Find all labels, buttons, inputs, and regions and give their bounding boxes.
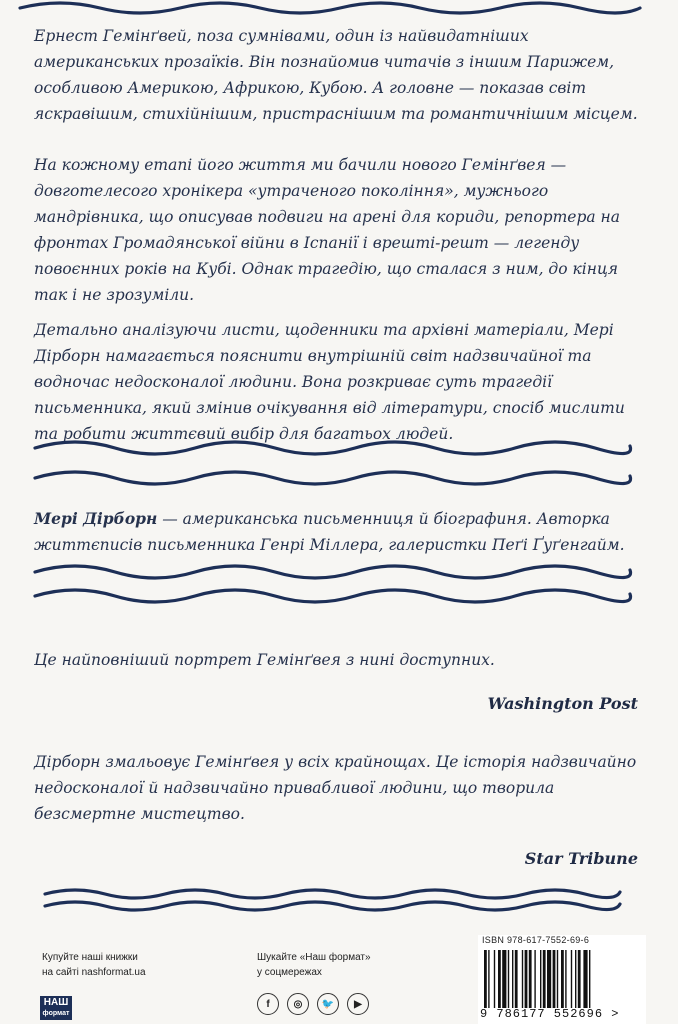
- author-bio-text: — американська письменниця й біографиня. Авторка життєписів письменника Генрі Міллера, галеристки Пеґі Ґуґенгайм.: [34, 510, 625, 554]
- barcode-bar: [565, 950, 566, 1008]
- buy-line-1: Купуйте наші книжки: [42, 952, 138, 963]
- publisher-logo: [40, 996, 72, 1020]
- barcode-bar: [553, 950, 556, 1008]
- analysis-paragraph: Детально аналізуючи листи, щоденники та архівні матеріали, Мері Дірборн намагається пояснити внутрішній світ надзвичайної та водночас недосконалої людини. Вона розкриває суть трагедії письменника, який змінив очікування від літератури, спосіб мислити та робити життєвий вибір для багатьох людей.: [34, 321, 625, 443]
- barcode-bar: [515, 950, 518, 1008]
- instagram-icon[interactable]: ◎: [287, 993, 309, 1015]
- barcode-bar: [508, 950, 509, 1008]
- barcode-bar: [498, 950, 501, 1008]
- barcode-icon: [482, 950, 638, 1008]
- barcode-bar: [547, 950, 551, 1008]
- author-bio: [34, 506, 638, 558]
- isbn-text: ISBN 978-617-7552-69-6: [482, 935, 590, 945]
- barcode-bar: [484, 950, 487, 1008]
- twitter-icon[interactable]: 🐦: [317, 993, 339, 1015]
- social-icons: [257, 993, 369, 1015]
- barcode-bar: [589, 950, 590, 1008]
- barcode-bar: [578, 950, 581, 1008]
- barcode-bar: [571, 950, 572, 1008]
- barcode-bar: [534, 950, 535, 1008]
- barcode-bar: [575, 950, 576, 1008]
- barcode-bar: [522, 950, 523, 1008]
- youtube-icon[interactable]: ▶: [347, 993, 369, 1015]
- barcode-bar: [525, 950, 528, 1008]
- review-source-1: Washington Post: [487, 694, 638, 713]
- social-search-text: [257, 950, 371, 980]
- facebook-icon[interactable]: f: [257, 993, 279, 1015]
- barcode-bar: [543, 950, 546, 1008]
- wave-divider-middle: [20, 428, 640, 498]
- wave-divider-lower: [20, 558, 640, 610]
- barcode-number: 9 786177 552696 >: [480, 1007, 620, 1021]
- wave-divider-bottom: [20, 884, 640, 914]
- barcode-bar: [583, 950, 587, 1008]
- barcode-bar: [494, 950, 495, 1008]
- barcode-bar: [557, 950, 558, 1008]
- wave-divider-top: [20, 0, 640, 22]
- author-name: Мері Дірборн: [34, 509, 158, 528]
- barcode-bar: [502, 950, 506, 1008]
- barcode-bar: [561, 950, 564, 1008]
- buy-books-text: [42, 950, 146, 980]
- social-line-2: у соцмережах: [257, 967, 322, 978]
- review-source-2: Star Tribune: [524, 849, 638, 868]
- barcode-bar: [540, 950, 541, 1008]
- social-line-1: Шукайте «Наш формат»: [257, 952, 371, 963]
- barcode-bar: [488, 950, 489, 1008]
- barcode-bar: [512, 950, 513, 1008]
- stages-paragraph: На кожному етапі його життя ми бачили нового Гемінґвея — довготелесого хронікера «утраченого покоління», мужнього мандрівника, що описував подвиги на арені для кориди, репортера на фронтах Громадянської війни в Іспанії і врешті-решт — легенду повоєнних років на Кубі. Однак трагедію, що сталася з ним, до кінця так і не зрозуміли.: [34, 156, 620, 304]
- barcode-bar: [529, 950, 532, 1008]
- review-quote-1: Це найповніший портрет Гемінґвея з нині доступних.: [34, 651, 495, 669]
- buy-line-2[interactable]: на сайті nashformat.ua: [42, 967, 146, 978]
- review-quote-2: Дірборн змальовує Гемінґвея у всіх крайнощах. Це історія надзвичайно недосконалої й надзвичайно привабливої людини, що творила безсмертне мистецтво.: [34, 753, 637, 823]
- logo-line-1: НАШ: [43, 997, 69, 1008]
- intro-paragraph: Ернест Гемінґвей, поза сумнівами, один із найвидатніших американських прозаїків. Він познайомив читачів з іншим Парижем, особливою Америкою, Африкою, Кубою. А головне — показав світ яскравішим, стихійнішим, пристраснішим та романтичнішим місцем.: [34, 27, 638, 123]
- logo-line-2: формат: [42, 1010, 70, 1017]
